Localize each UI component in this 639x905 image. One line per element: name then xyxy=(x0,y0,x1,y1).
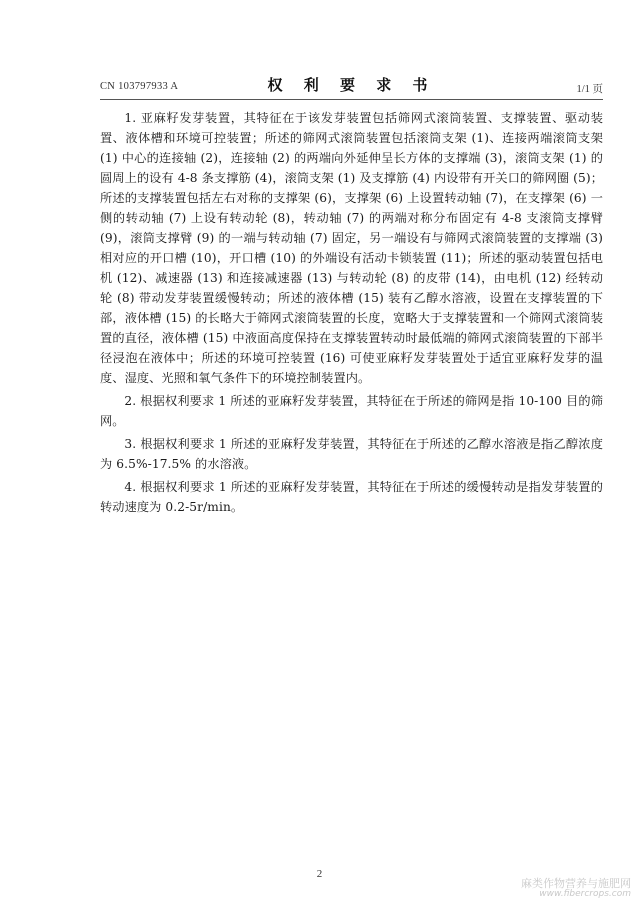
page-indicator: 1/1 页 xyxy=(576,84,603,95)
claim-1: 1. 亚麻籽发芽装置，其特征在于该发芽装置包括筛网式滚筒装置、支撑装置、驱动装置、液体槽和环境可控装置；所述的筛网式滚筒装置包括滚筒支架 (1)、连接两端滚筒支架 (1) 中心的连接轴 (2)，连接轴 (2) 的两端向外延伸呈长方体的支撑端 (3)，滚筒支架 (1) 的圆周上的设有 4-8 条支撑筋 (4)，滚筒支架 (1) 及支撑筋 (4) 内设带有开关口的筛网圈 (5)；所述的支撑装置包括左右对称的支撑架 (6)，支撑架 (6) 上设置转动轴 (7)，在支撑架 (6) 一侧的转动轴 (7) 上设有转动轮 (8)，转动轴 (7) 的两端对称分布固定有 4-8 支滚筒支撑臂 (9)，滚筒支撑臂 (9) 的一端与转动轴 (7) 固定，另一端设有与筛网式滚筒装置的支撑端 (3) 相对应的开口槽 (10)，开口槽 (10) 的外端设有活动卡锁装置 (11)；所述的驱动装置包括电机 (12)、减速器 (13) 和连接减速器 (13) 与转动轮 (8) 的皮带 (14)，由电机 (12) 经转动轮 (8) 带动发芽装置缓慢转动；所述的液体槽 (15) 装有乙醇水溶液，设置在支撑装置的下部，液体槽 (15) 的长略大于筛网式滚筒装置的长度，宽略大于支撑装置和一个筛网式滚筒装置的直径，液体槽 (15) 中液面高度保持在支撑装置转动时最低端的筛网式滚筒装置的下部半径浸泡在液体中；所述的环境可控装置 (16) 可使亚麻籽发芽装置处于适宜亚麻籽发芽的温度、湿度、光照和氧气条件下的环境控制装置内。 xyxy=(100,111,603,385)
watermark-url: www.fibercrops.com xyxy=(539,889,631,899)
claim-3: 3. 根据权利要求 1 所述的亚麻籽发芽装置，其特征在于所述的乙醇水溶液是指乙醇浓度为 6.5%-17.5% 的水溶液。 xyxy=(100,437,603,471)
claims-body xyxy=(100,108,603,520)
claim-4: 4. 根据权利要求 1 所述的亚麻籽发芽装置，其特征在于所述的缓慢转动是指发芽装置的转动速度为 0.2-5r/min。 xyxy=(100,480,603,514)
watermark-site-name: 麻类作物营养与施肥网 xyxy=(521,877,631,890)
site-watermark xyxy=(521,878,631,900)
document-title: 权 利 要 求 书 xyxy=(267,76,436,94)
patent-number: CN 103797933 A xyxy=(100,81,179,92)
claim-2: 2. 根据权利要求 1 所述的亚麻籽发芽装置，其特征在于所述的筛网是指 10-100 目的筛网。 xyxy=(100,394,603,428)
header-divider xyxy=(100,99,603,100)
page-number: 2 xyxy=(316,868,323,880)
document-header xyxy=(100,74,603,98)
